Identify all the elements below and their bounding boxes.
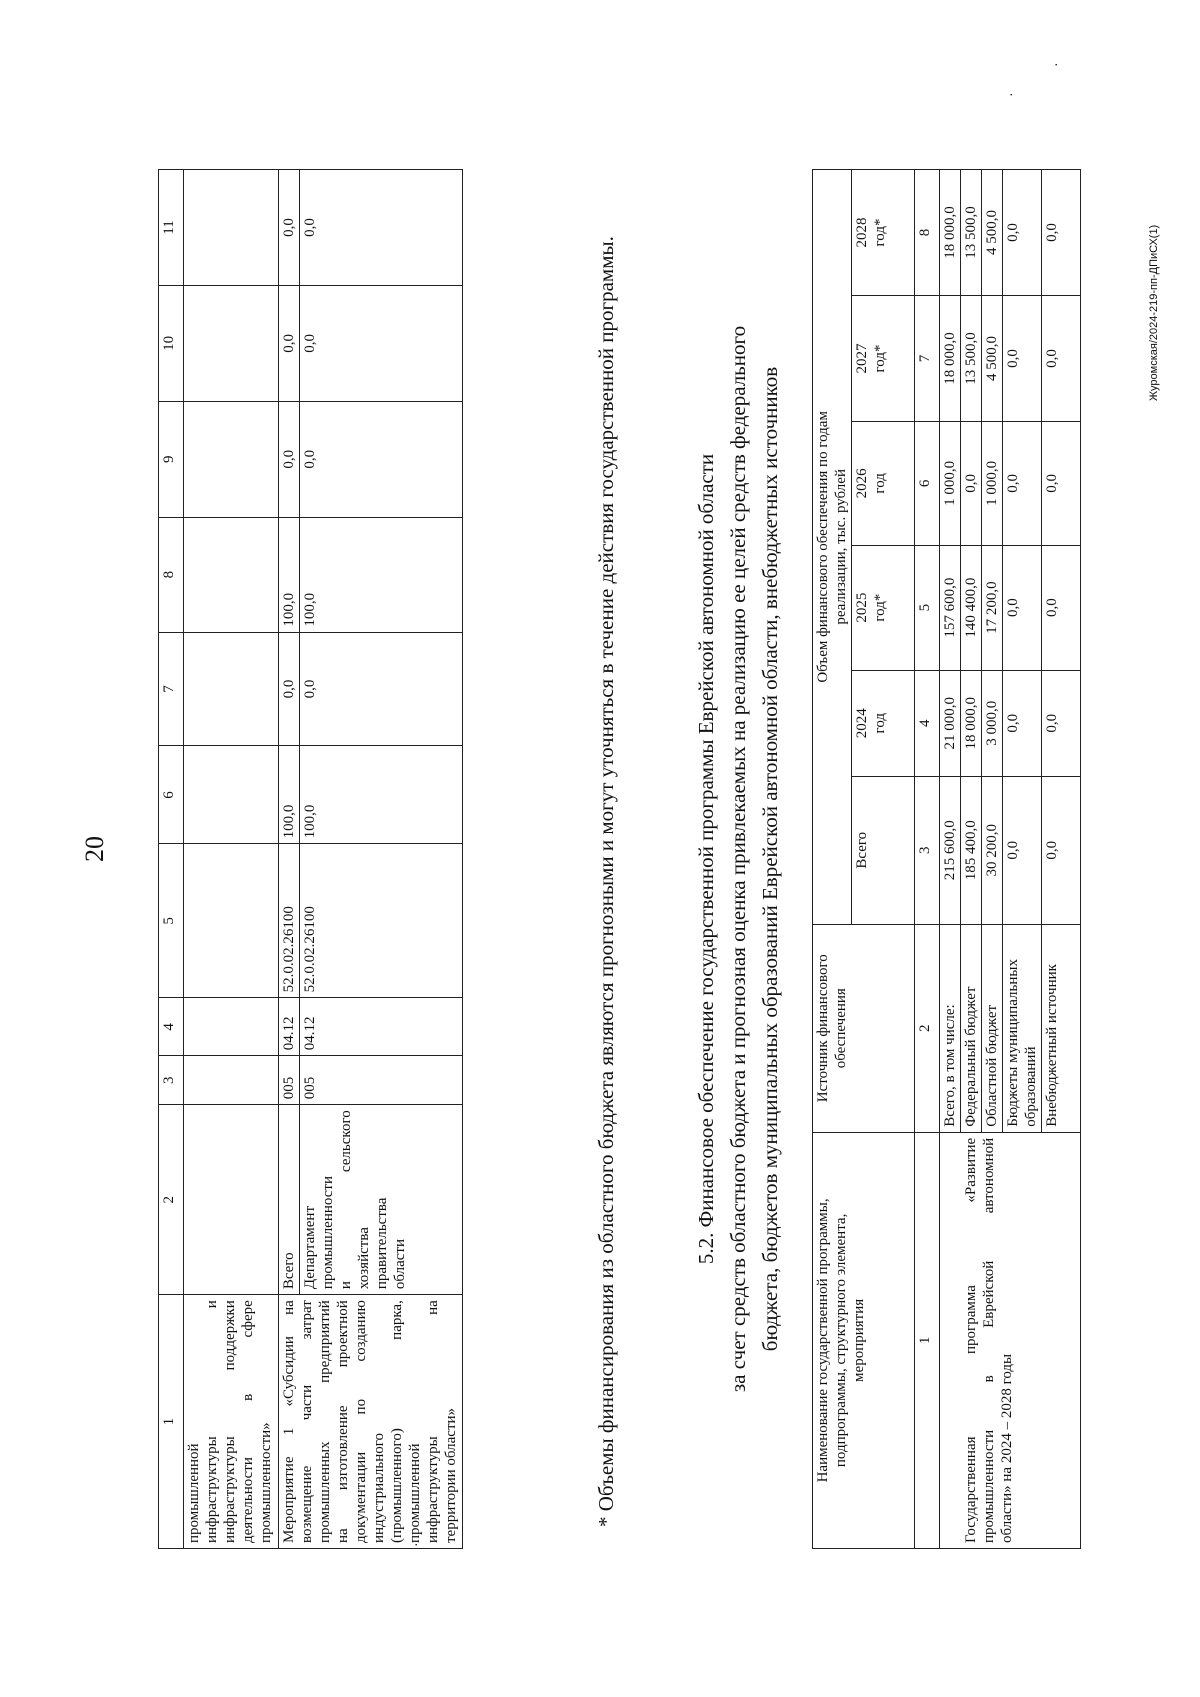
cell: 100,0 [300, 746, 463, 844]
table-row [184, 170, 279, 1549]
value-cell: 0,0 [1003, 776, 1042, 924]
header-year-cell [852, 670, 915, 776]
value-cell: 4 500,0 [982, 170, 1003, 296]
year-suffix: год [872, 712, 888, 734]
value-cell: 185 400,0 [961, 776, 982, 924]
header-volume-cell [813, 170, 852, 925]
col-number: 9 [159, 401, 184, 517]
value-cell: 0,0 [1003, 170, 1042, 296]
col-number: 3 [159, 1056, 184, 1105]
cell: 0,0 [279, 401, 300, 517]
value-cell: 18 000,0 [940, 170, 961, 296]
cell: 52.0.02.26100 [279, 844, 300, 998]
scan-speck: · [1050, 62, 1065, 67]
financing-table [812, 169, 1081, 1549]
text-line: деятельности в сфере [240, 1300, 256, 1543]
cell: 100,0 [300, 517, 463, 632]
value-cell: 17 200,0 [982, 545, 1003, 670]
text-line: документации по созданию [353, 1300, 369, 1543]
value-cell: 13 500,0 [961, 296, 982, 422]
col-number: 7 [915, 296, 940, 422]
col-number: 6 [915, 421, 940, 545]
value-cell: 0,0 [1003, 296, 1042, 422]
header-source-cell [813, 924, 915, 1132]
value-cell: 0,0 [1003, 545, 1042, 670]
header-year-cell [852, 545, 915, 670]
cell: 04.12 [300, 998, 463, 1056]
col-number: 10 [159, 285, 184, 401]
header-year-cell [852, 296, 915, 422]
text-line: инфраструктуры и [204, 1300, 220, 1543]
text-line: инфраструктуры поддержки [222, 1300, 238, 1543]
table-header-row [813, 170, 852, 1549]
text-line: территории области» [443, 1407, 459, 1543]
year-label: 2024 [854, 708, 870, 739]
col-number: 5 [159, 844, 184, 998]
text-line: подпрограммы, структурного элемента, [833, 1213, 849, 1468]
text-line: (промышленного) парка, [389, 1300, 405, 1543]
value-cell: 157 600,0 [940, 545, 961, 670]
col-number: 4 [915, 670, 940, 776]
year-label: 2028 [854, 217, 870, 248]
cell: 100,0 [279, 517, 300, 632]
value-cell: 0,0 [1042, 421, 1081, 545]
header-year-cell [852, 421, 915, 545]
year-suffix: год* [872, 218, 888, 247]
year-label: 2026 [854, 468, 870, 499]
text-line: Объем финансового обеспечения по годам [815, 411, 831, 683]
text-line: хозяйства [356, 1227, 372, 1290]
page-number: 20 [80, 836, 109, 862]
program-name-cell [940, 1132, 1081, 1548]
text-line: Мероприятие 1 «Субсидии на [281, 1300, 297, 1543]
footnote: * Объемы финансирования из областного бюджета являются прогнозными и могут уточняться в течение действия государственной программы. [594, 236, 618, 1527]
col-number: 2 [159, 1105, 184, 1295]
section-heading-line: бюджета, бюджетов муниципальных образований Еврейской автономной области, внебюджетных источников [758, 366, 782, 1352]
cell: 0,0 [300, 170, 463, 286]
text-line: промышленной [407, 1443, 423, 1543]
source-cell: Всего, в том числе: [940, 924, 961, 1132]
col-number: 4 [159, 998, 184, 1056]
col-number: 8 [159, 517, 184, 632]
value-cell: 140 400,0 [961, 545, 982, 670]
year-label: 2027 [854, 343, 870, 374]
scan-speck: · [1005, 92, 1020, 97]
col-number: 11 [159, 170, 184, 286]
value-cell: 21 000,0 [940, 670, 961, 776]
cell: 0,0 [300, 285, 463, 401]
value-cell: 0,0 [1003, 421, 1042, 545]
col-number: 7 [159, 632, 184, 746]
table-row [279, 170, 300, 1549]
continued-name-cell [184, 1295, 279, 1549]
cell: 04.12 [279, 998, 300, 1056]
text-line: Государственная программа «Развитие [963, 1137, 979, 1543]
cell: 0,0 [300, 632, 463, 746]
value-cell: 0,0 [1042, 170, 1081, 296]
source-cell: Областной бюджет [982, 924, 1003, 1132]
value-cell: 30 200,0 [982, 776, 1003, 924]
value-cell: 18 000,0 [961, 670, 982, 776]
text-line: индустриального [371, 1432, 387, 1543]
year-suffix: год [872, 473, 888, 494]
value-cell: 13 500,0 [961, 170, 982, 296]
text-line: промышленности [320, 1175, 336, 1290]
text-line: промышленных предприятий [317, 1300, 333, 1543]
department-cell [300, 1105, 463, 1295]
value-cell: 0,0 [1042, 776, 1081, 924]
cell: 005 [300, 1056, 463, 1105]
text-line: промышленности в Еврейской автономной [981, 1137, 997, 1543]
col-number: 5 [915, 545, 940, 670]
measure-name-cell [279, 1295, 463, 1549]
value-cell: 1 000,0 [982, 421, 1003, 545]
text-line: области [392, 1239, 408, 1290]
value-cell: 4 500,0 [982, 296, 1003, 422]
header-total-cell: Всего [852, 776, 915, 924]
text-line: и сельского [338, 1110, 354, 1290]
col-number: 8 [915, 170, 940, 296]
header-name-cell [813, 1132, 915, 1548]
value-cell: 0,0 [1042, 545, 1081, 670]
year-suffix: год* [872, 344, 888, 373]
year-suffix: год* [872, 593, 888, 622]
col-number: 3 [915, 776, 940, 924]
text-line: реализации, тыс. рублей [833, 469, 849, 625]
source-cell: Федеральный бюджет [961, 924, 982, 1132]
text-line: на изготовление проектной [335, 1300, 351, 1543]
value-cell: 0,0 [1042, 670, 1081, 776]
cell: 0,0 [300, 401, 463, 517]
cell: 52.0.02.26100 [300, 844, 463, 998]
year-label: 2025 [854, 592, 870, 623]
table-column-number-row [915, 170, 940, 1549]
cell: 100,0 [279, 746, 300, 844]
text-line: области» на 2024 – 2028 годы [999, 1353, 1015, 1543]
header-year-cell [852, 170, 915, 296]
text-line: Департамент [302, 1205, 318, 1290]
section-heading-line: 5.2. Финансовое обеспечение государственной программы Еврейской автономной области [694, 453, 718, 1265]
value-cell: 3 000,0 [982, 670, 1003, 776]
value-cell: 215 600,0 [940, 776, 961, 924]
cell: 0,0 [279, 632, 300, 746]
document-code: Журомская/2024-219-пп-ДПиСХ(1) [1148, 224, 1160, 401]
section-heading-line: за счет средств областного бюджета и прогнозная оценка привлекаемых на реализацию ее целей средств федерального [726, 325, 750, 1393]
text-line: Наименование государственной программы, [815, 1198, 831, 1483]
table-row [940, 170, 961, 1549]
text-line: мероприятия [851, 1298, 867, 1382]
cell: 0,0 [279, 285, 300, 401]
text-line: Источник финансового [815, 954, 831, 1103]
col-number: 2 [915, 924, 940, 1132]
scan-speck: · [410, 1542, 425, 1547]
text-line: промышленности» [258, 1422, 274, 1543]
measures-table [158, 169, 463, 1549]
col-number: 1 [915, 1132, 940, 1548]
text-line: промышленной [186, 1443, 202, 1543]
value-cell: 0,0 [1003, 670, 1042, 776]
col-number: 6 [159, 746, 184, 844]
value-cell: 0,0 [961, 421, 982, 545]
text-line: возмещение части затрат [299, 1300, 315, 1543]
cell: Всего [279, 1105, 300, 1295]
value-cell: 1 000,0 [940, 421, 961, 545]
text-line: правительства [374, 1197, 390, 1290]
table-header-row [159, 170, 184, 1549]
col-number: 1 [159, 1295, 184, 1549]
text-line: инфраструктуры на [425, 1300, 441, 1543]
source-cell: Бюджеты муниципальных образований [1003, 924, 1042, 1132]
value-cell: 0,0 [1042, 296, 1081, 422]
cell: 005 [279, 1056, 300, 1105]
text-line: обеспечения [833, 988, 849, 1069]
value-cell: 18 000,0 [940, 296, 961, 422]
cell: 0,0 [279, 170, 300, 286]
source-cell: Внебюджетный источник [1042, 924, 1081, 1132]
